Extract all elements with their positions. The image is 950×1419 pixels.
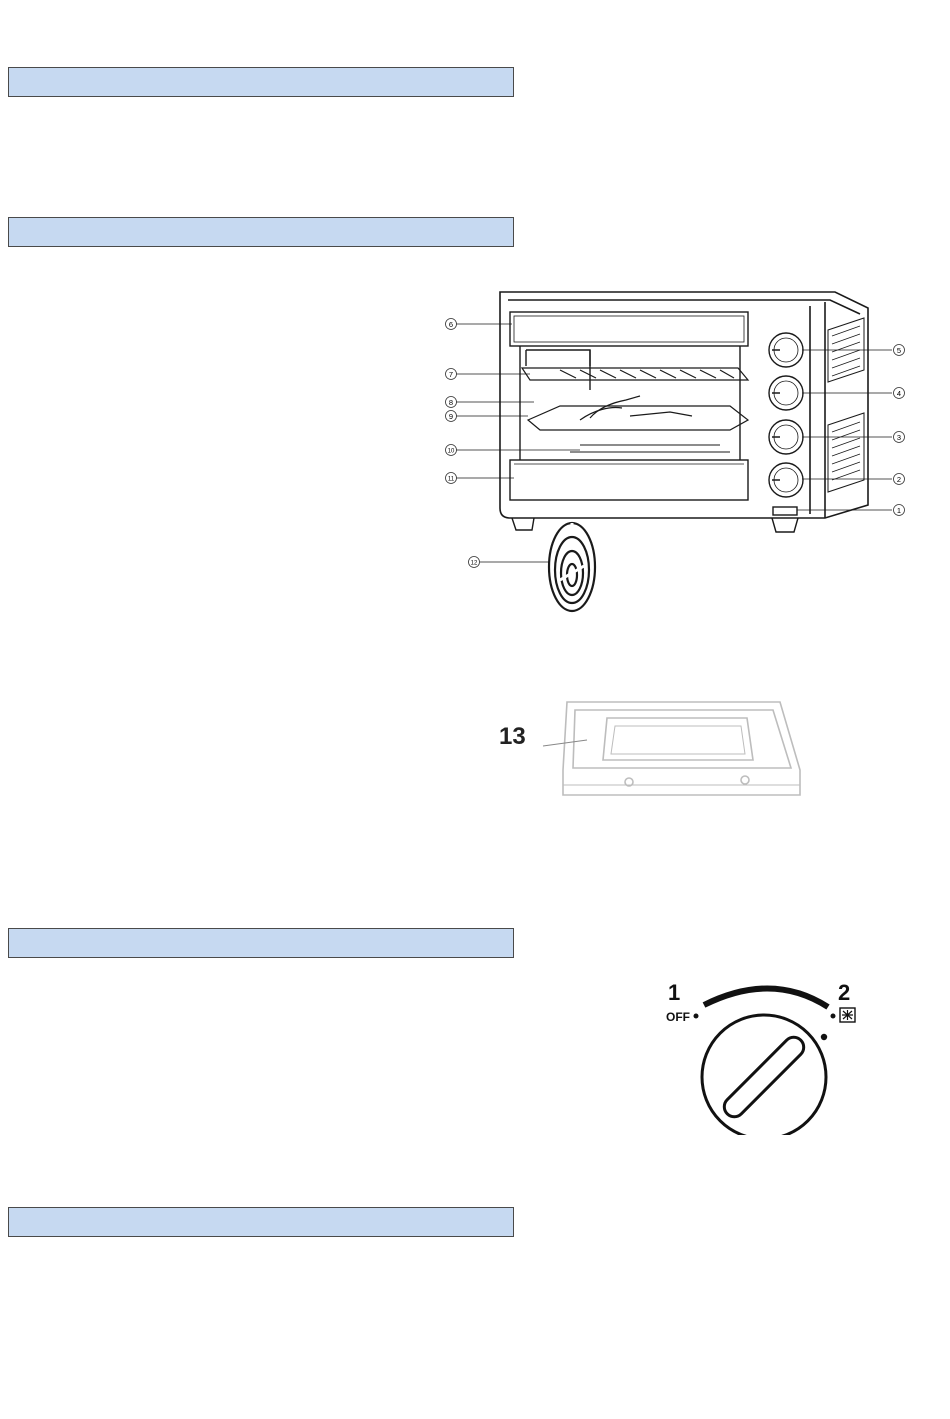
knob-position-1-label: OFF bbox=[666, 1010, 690, 1024]
knob-pointer-dot bbox=[821, 1034, 827, 1040]
rotation-arc bbox=[704, 988, 828, 1007]
callout-4 bbox=[894, 388, 905, 399]
oven-parts-diagram bbox=[430, 270, 920, 630]
glass-tray-outline bbox=[563, 702, 800, 795]
oven-body bbox=[500, 292, 868, 518]
svg-text:7: 7 bbox=[448, 370, 454, 379]
callout-leader-lines bbox=[456, 324, 892, 562]
callout-6 bbox=[446, 319, 457, 330]
power-indicator-light bbox=[773, 507, 797, 515]
wire-rack bbox=[522, 368, 748, 380]
section-header-bar-1 bbox=[8, 67, 514, 97]
position-2-marker-dot bbox=[831, 1014, 836, 1019]
knob-position-2-number: 2 bbox=[838, 980, 851, 1005]
glass-tray-diagram bbox=[495, 690, 825, 805]
callout-8 bbox=[446, 397, 457, 408]
svg-text:11: 11 bbox=[447, 476, 455, 483]
section-header-bar-2 bbox=[8, 217, 514, 247]
callout-5 bbox=[894, 345, 905, 356]
svg-text:8: 8 bbox=[448, 398, 454, 407]
off-marker-dot bbox=[694, 1014, 699, 1019]
baking-tray bbox=[528, 396, 748, 430]
control-knobs bbox=[769, 333, 803, 497]
fan-icon bbox=[840, 1008, 855, 1022]
oven-feet bbox=[512, 518, 798, 532]
side-vent-grid bbox=[832, 326, 860, 480]
svg-text:10: 10 bbox=[447, 448, 455, 455]
callout-7 bbox=[446, 369, 457, 380]
callout-11 bbox=[446, 473, 457, 484]
callout-3 bbox=[894, 432, 905, 443]
svg-text:12: 12 bbox=[470, 560, 478, 567]
svg-text:1: 1 bbox=[896, 506, 902, 515]
crumb-tray bbox=[570, 445, 730, 452]
svg-text:5: 5 bbox=[896, 346, 902, 355]
svg-text:4: 4 bbox=[896, 389, 902, 398]
svg-text:6: 6 bbox=[448, 320, 454, 329]
section-header-bar-4 bbox=[8, 1207, 514, 1237]
heating-element-coil bbox=[549, 523, 595, 611]
callout-2 bbox=[894, 474, 905, 485]
function-knob-diagram bbox=[660, 975, 870, 1135]
svg-text:2: 2 bbox=[896, 475, 902, 484]
svg-text:3: 3 bbox=[896, 433, 902, 442]
callout-1 bbox=[894, 505, 905, 516]
svg-text:9: 9 bbox=[448, 412, 454, 421]
callout-13-label: 13 bbox=[499, 723, 526, 750]
callout-10 bbox=[446, 445, 457, 456]
knob-position-1-number: 1 bbox=[668, 980, 681, 1005]
callout-12 bbox=[469, 557, 480, 568]
callout-9 bbox=[446, 411, 457, 422]
section-header-bar-3 bbox=[8, 928, 514, 958]
